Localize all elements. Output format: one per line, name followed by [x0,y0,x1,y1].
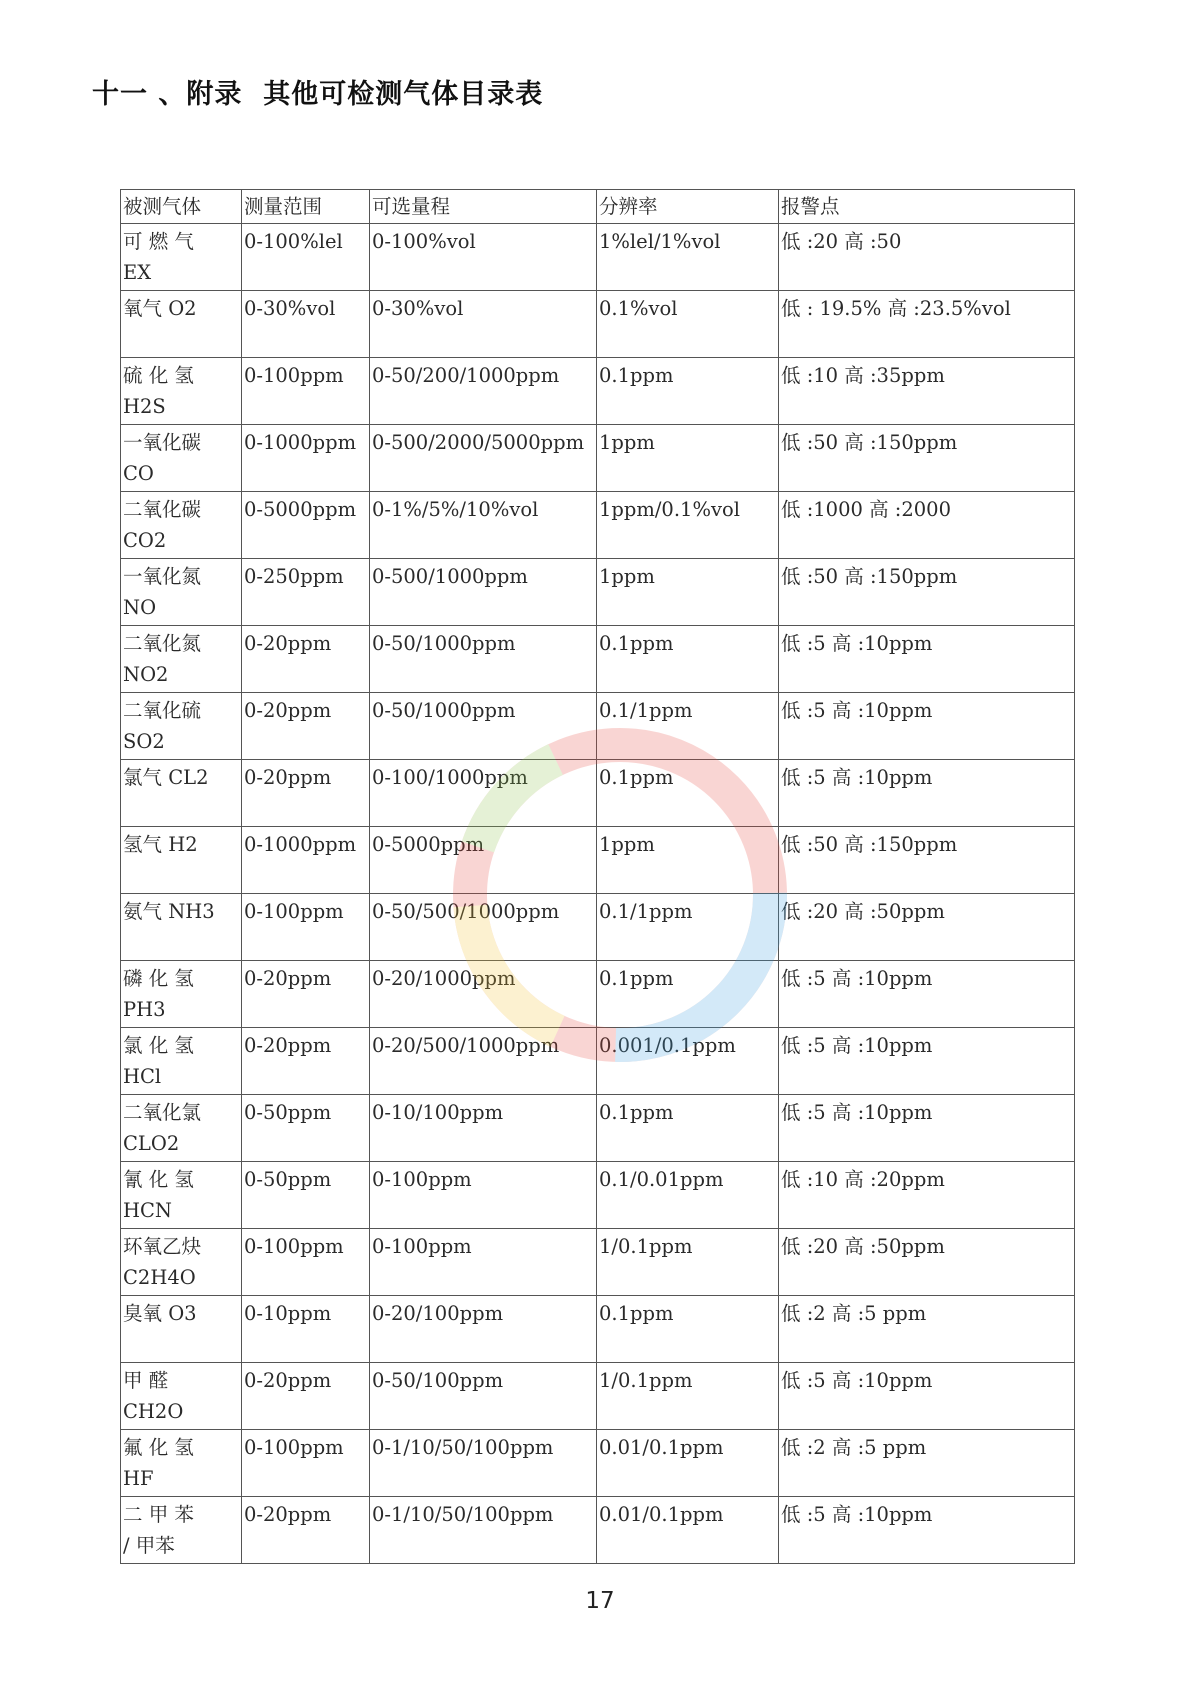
cell-resolution: 0.01/0.1ppm [597,1430,779,1497]
cell-range: 0-20ppm [242,961,370,1028]
table-row [121,1162,1075,1229]
cell-range: 0-100ppm [242,358,370,425]
cell-resolution: 0.1ppm [597,358,779,425]
table-row [121,1296,1075,1363]
cell-options: 0-30%vol [370,291,597,358]
gas-name: 环氧乙炔 [123,1235,202,1258]
cell-gas [121,1095,242,1162]
cell-range: 0-20ppm [242,1028,370,1095]
cell-resolution: 0.1/1ppm [597,693,779,760]
gas-formula: NO [123,596,157,619]
gas-formula: H2S [123,395,166,418]
gas-name: 可 燃 气 [123,230,194,253]
cell-gas [121,358,242,425]
table-row [121,358,1075,425]
cell-alarm: 低 :1000 高 :2000 [779,492,1075,559]
cell-range: 0-250ppm [242,559,370,626]
cell-alarm: 低 :5 高 :10ppm [779,1497,1075,1564]
table-row [121,760,1075,827]
cell-range: 0-20ppm [242,626,370,693]
table-row [121,827,1075,894]
cell-range: 0-50ppm [242,1162,370,1229]
gas-name: 氰 化 氢 [123,1168,194,1191]
cell-options: 0-20/1000ppm [370,961,597,1028]
cell-alarm: 低 :5 高 :10ppm [779,626,1075,693]
gas-name: 二氧化碳 [123,498,202,521]
table-row [121,1095,1075,1162]
cell-resolution: 1%lel/1%vol [597,224,779,291]
header-row [121,190,1075,224]
cell-resolution: 1/0.1ppm [597,1363,779,1430]
cell-resolution: 0.1ppm [597,760,779,827]
cell-options: 0-1%/5%/10%vol [370,492,597,559]
gas-name: 氨气 NH3 [123,900,215,923]
gas-name: 二氧化氯 [123,1101,202,1124]
gas-name: 氯 化 氢 [123,1034,194,1057]
cell-range: 0-20ppm [242,760,370,827]
cell-range: 0-20ppm [242,1497,370,1564]
table-body [121,224,1075,1564]
cell-alarm: 低 :10 高 :20ppm [779,1162,1075,1229]
gas-table [120,189,1075,1564]
cell-options: 0-100/1000ppm [370,760,597,827]
gas-name: 氢气 H2 [123,833,198,856]
cell-gas [121,693,242,760]
cell-resolution: 1ppm [597,827,779,894]
gas-formula: C2H4O [123,1266,196,1289]
cell-options: 0-100ppm [370,1162,597,1229]
cell-options: 0-100%vol [370,224,597,291]
table-row [121,626,1075,693]
cell-alarm: 低 :5 高 :10ppm [779,1363,1075,1430]
gas-formula: SO2 [123,730,165,753]
cell-resolution: 0.1ppm [597,961,779,1028]
table-row [121,693,1075,760]
cell-gas [121,291,242,358]
cell-options: 0-5000ppm [370,827,597,894]
gas-name: 二氧化硫 [123,699,202,722]
cell-range: 0-100%lel [242,224,370,291]
table-row [121,1430,1075,1497]
cell-gas [121,1430,242,1497]
cell-range: 0-30%vol [242,291,370,358]
gas-formula: CO2 [123,529,167,552]
gas-formula: / 甲苯 [123,1534,175,1557]
cell-gas [121,760,242,827]
cell-range: 0-5000ppm [242,492,370,559]
cell-resolution: 1ppm [597,559,779,626]
table-row [121,1028,1075,1095]
cell-gas [121,626,242,693]
gas-formula: HF [123,1467,154,1490]
gas-name: 一氧化碳 [123,431,202,454]
cell-resolution: 0.1/1ppm [597,894,779,961]
cell-range: 0-20ppm [242,693,370,760]
cell-resolution: 1ppm [597,425,779,492]
cell-resolution: 0.001/0.1ppm [597,1028,779,1095]
cell-options: 0-1/10/50/100ppm [370,1497,597,1564]
cell-resolution: 1/0.1ppm [597,1229,779,1296]
table-row [121,1229,1075,1296]
cell-options: 0-50/500/1000ppm [370,894,597,961]
gas-formula: HCN [123,1199,172,1222]
gas-formula: CO [123,462,154,485]
table-row [121,894,1075,961]
table-row [121,291,1075,358]
cell-alarm: 低 :5 高 :10ppm [779,693,1075,760]
cell-options: 0-500/2000/5000ppm [370,425,597,492]
cell-range: 0-1000ppm [242,425,370,492]
cell-gas [121,224,242,291]
cell-range: 0-20ppm [242,1363,370,1430]
cell-resolution: 0.01/0.1ppm [597,1497,779,1564]
cell-options: 0-50/1000ppm [370,626,597,693]
gas-name: 臭氧 O3 [123,1302,197,1325]
cell-range: 0-10ppm [242,1296,370,1363]
gas-name: 硫 化 氢 [123,364,194,387]
cell-alarm: 低 :5 高 :10ppm [779,1028,1075,1095]
gas-formula: HCl [123,1065,162,1088]
cell-alarm: 低 :50 高 :150ppm [779,827,1075,894]
cell-resolution: 1ppm/0.1%vol [597,492,779,559]
cell-options: 0-50/1000ppm [370,693,597,760]
cell-range: 0-1000ppm [242,827,370,894]
cell-gas [121,894,242,961]
gas-formula: EX [123,261,152,284]
cell-gas [121,1497,242,1564]
cell-gas [121,559,242,626]
gas-formula: NO2 [123,663,169,686]
gas-name: 氟 化 氢 [123,1436,194,1459]
cell-gas [121,425,242,492]
cell-alarm: 低 :20 高 :50ppm [779,894,1075,961]
cell-gas [121,492,242,559]
cell-options: 0-20/500/1000ppm [370,1028,597,1095]
cell-gas [121,1229,242,1296]
gas-name: 一氧化氮 [123,565,202,588]
cell-gas [121,961,242,1028]
cell-alarm: 低 :20 高 :50 [779,224,1075,291]
header-gas: 被测气体 [121,190,242,224]
header-range: 测量范围 [242,190,370,224]
cell-alarm: 低 : 19.5% 高 :23.5%vol [779,291,1075,358]
page-title: 十一 、附录 其他可检测气体目录表 [92,79,544,110]
cell-alarm: 低 :50 高 :150ppm [779,559,1075,626]
gas-formula: CLO2 [123,1132,180,1155]
cell-gas [121,1028,242,1095]
cell-resolution: 0.1ppm [597,626,779,693]
cell-resolution: 0.1%vol [597,291,779,358]
cell-options: 0-20/100ppm [370,1296,597,1363]
table-header [121,190,1075,224]
cell-alarm: 低 :10 高 :35ppm [779,358,1075,425]
table-row [121,224,1075,291]
header-alarm: 报警点 [779,190,1075,224]
gas-name: 二 甲 苯 [123,1503,194,1526]
table-row [121,961,1075,1028]
cell-resolution: 0.1ppm [597,1095,779,1162]
cell-range: 0-50ppm [242,1095,370,1162]
header-options: 可选量程 [370,190,597,224]
table-row [121,1497,1075,1564]
cell-alarm: 低 :5 高 :10ppm [779,1095,1075,1162]
gas-formula: PH3 [123,998,166,1021]
cell-gas [121,1296,242,1363]
cell-gas [121,827,242,894]
cell-alarm: 低 :20 高 :50ppm [779,1229,1075,1296]
gas-name: 二氧化氮 [123,632,202,655]
cell-alarm: 低 :5 高 :10ppm [779,760,1075,827]
cell-alarm: 低 :2 高 :5 ppm [779,1296,1075,1363]
gas-name: 氧气 O2 [123,297,197,320]
cell-range: 0-100ppm [242,1430,370,1497]
cell-gas [121,1162,242,1229]
gas-name: 磷 化 氢 [123,967,194,990]
cell-options: 0-10/100ppm [370,1095,597,1162]
gas-name: 甲 醛 [123,1369,169,1392]
cell-options: 0-100ppm [370,1229,597,1296]
gas-name: 氯气 CL2 [123,766,209,789]
cell-options: 0-50/200/1000ppm [370,358,597,425]
cell-alarm: 低 :5 高 :10ppm [779,961,1075,1028]
cell-range: 0-100ppm [242,894,370,961]
cell-resolution: 0.1/0.01ppm [597,1162,779,1229]
header-resolution: 分辨率 [597,190,779,224]
cell-resolution: 0.1ppm [597,1296,779,1363]
table-row [121,1363,1075,1430]
cell-options: 0-500/1000ppm [370,559,597,626]
table-row [121,559,1075,626]
cell-alarm: 低 :2 高 :5 ppm [779,1430,1075,1497]
table-row [121,425,1075,492]
page-number: 17 [585,1588,615,1614]
table-row [121,492,1075,559]
cell-range: 0-100ppm [242,1229,370,1296]
cell-options: 0-50/100ppm [370,1363,597,1430]
cell-alarm: 低 :50 高 :150ppm [779,425,1075,492]
cell-gas [121,1363,242,1430]
gas-formula: CH2O [123,1400,184,1423]
cell-options: 0-1/10/50/100ppm [370,1430,597,1497]
